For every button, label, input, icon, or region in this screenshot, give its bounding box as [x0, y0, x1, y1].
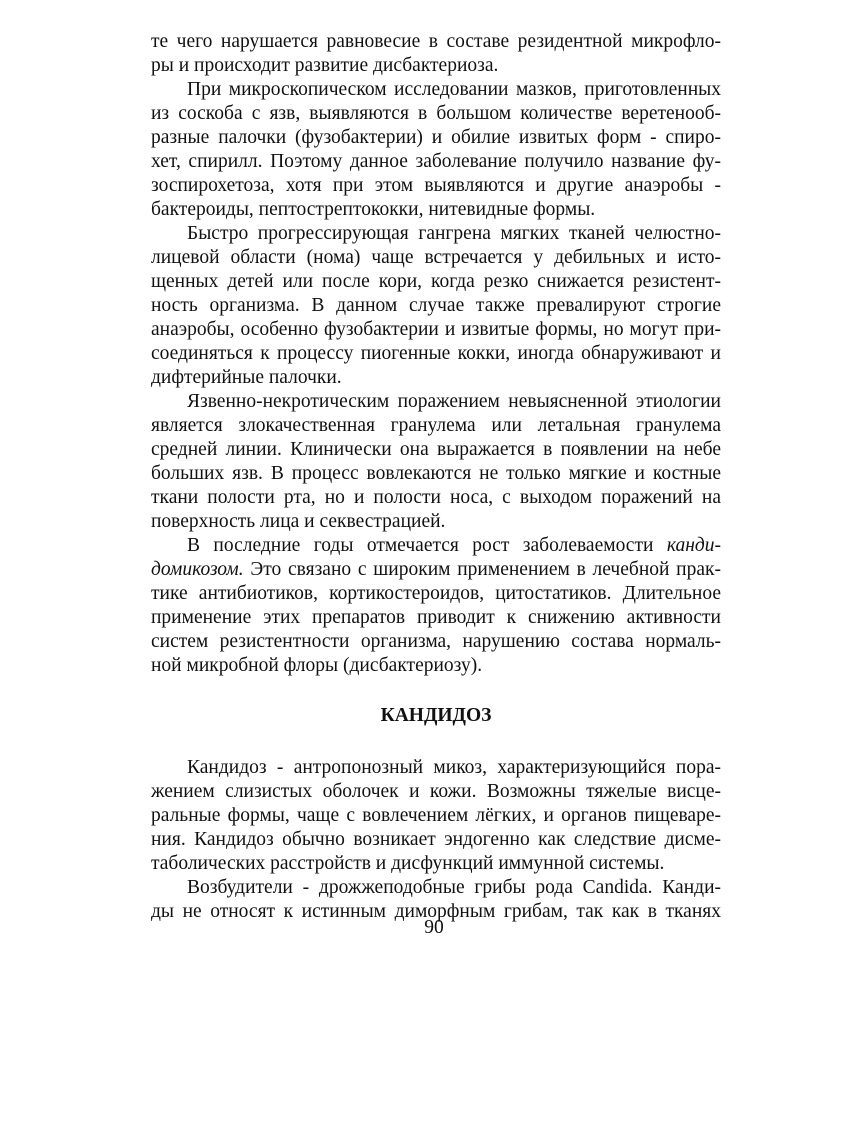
text-line: ность организма. В данном случае также превалируют строгие [151, 295, 721, 316]
paragraph-candidiasis-definition [151, 756, 721, 876]
paragraph-microscopy [151, 78, 721, 222]
paragraph-candidomycosis [151, 534, 721, 678]
text-line: Язвенно-некротическим поражением невыясненной этиологии [187, 391, 721, 412]
text-line: ной микробной флоры (дисбактериозу). [151, 655, 483, 676]
text-line: из соскоба с язв, выявляются в большом количестве веретенооб- [151, 103, 721, 124]
text-line: тике антибиотиков, кортикостероидов, цитостатиков. Длительное [151, 583, 721, 604]
text-line: средней линии. Клинически она выражается в появлении на небе [151, 439, 721, 460]
text-line: бактероиды, пептострептококки, нитевидные формы. [151, 199, 596, 220]
text-line: ры и происходит развитие дисбактериоза. [151, 55, 499, 76]
text-line: Кандидоз - антропонозный микоз, характеризующийся пора- [187, 757, 721, 778]
text-line: хет, спирилл. Поэтому данное заболевание получило название фу- [151, 151, 721, 172]
text-line [151, 558, 721, 582]
text-line: зоспирохетоза, хотя при этом выявляются и другие анаэробы - [151, 175, 721, 196]
text-line: таболических расстройств и дисфункций иммунной системы. [151, 853, 665, 874]
page-body [151, 30, 721, 924]
page-number: 90 [424, 917, 444, 938]
text-line: ния. Кандидоз обычно возникает эндогенно как следствие дисме- [151, 829, 721, 850]
text-line: лицевой области (нома) чаще встречается у дебильных и исто- [151, 247, 721, 268]
text-line: анаэробы, особенно фузобактерии и извитые формы, но могут при- [151, 319, 721, 340]
text-line: Возбудители - дрожжеподобные грибы рода Candida. Канди- [187, 877, 721, 898]
text-line: разные палочки (фузобактерии) и обилие извитых форм - спиро- [151, 127, 721, 148]
text-line: является злокачественная гранулема или летальная гранулема [151, 415, 721, 436]
text-line: ды не относят к истинным диморфным грибам, так как в тканях [151, 901, 721, 922]
text-line: Быстро прогрессирующая гангрена мягких тканей челюстно- [187, 223, 721, 244]
text-line: ткани полости рта, но и полости носа, с выходом поражений на [151, 487, 721, 508]
italic-term: домикозом. [151, 559, 244, 580]
section-heading: КАНДИДОЗ [380, 705, 492, 726]
text-line: дифтерийные палочки. [151, 367, 342, 388]
paragraph-granuloma [151, 390, 721, 534]
paragraph-noma [151, 222, 721, 390]
text-line [151, 534, 721, 558]
text-line: поверхность лица и секвестрацией. [151, 511, 446, 532]
text-line: При микроскопическом исследовании мазков, приготовленных [187, 79, 721, 100]
text-run: В последние годы отмечается рост заболеваемости [187, 535, 667, 556]
text-line: соединяться к процессу пиогенные кокки, иногда обнаруживают и [151, 343, 721, 364]
paragraph-continuation [151, 30, 721, 78]
text-line: те чего нарушается равновесие в составе резидентной микрофло- [151, 31, 721, 52]
text-line: применение этих препаратов приводит к снижению активности [151, 607, 721, 628]
text-line: жением слизистых оболочек и кожи. Возможны тяжелые висце- [151, 781, 721, 802]
text-line: ральные формы, чаще с вовлечением лёгких, и органов пищеваре- [151, 805, 721, 826]
text-line: систем резистентности организма, нарушению состава нормаль- [151, 631, 721, 652]
italic-term: канди- [666, 535, 721, 556]
text-line: щенных детей или после кори, когда резко снижается резистент- [151, 271, 721, 292]
text-run: Это связано с широким применением в лечебной прак- [243, 559, 721, 580]
text-line: больших язв. В процесс вовлекаются не только мягкие и костные [151, 463, 721, 484]
